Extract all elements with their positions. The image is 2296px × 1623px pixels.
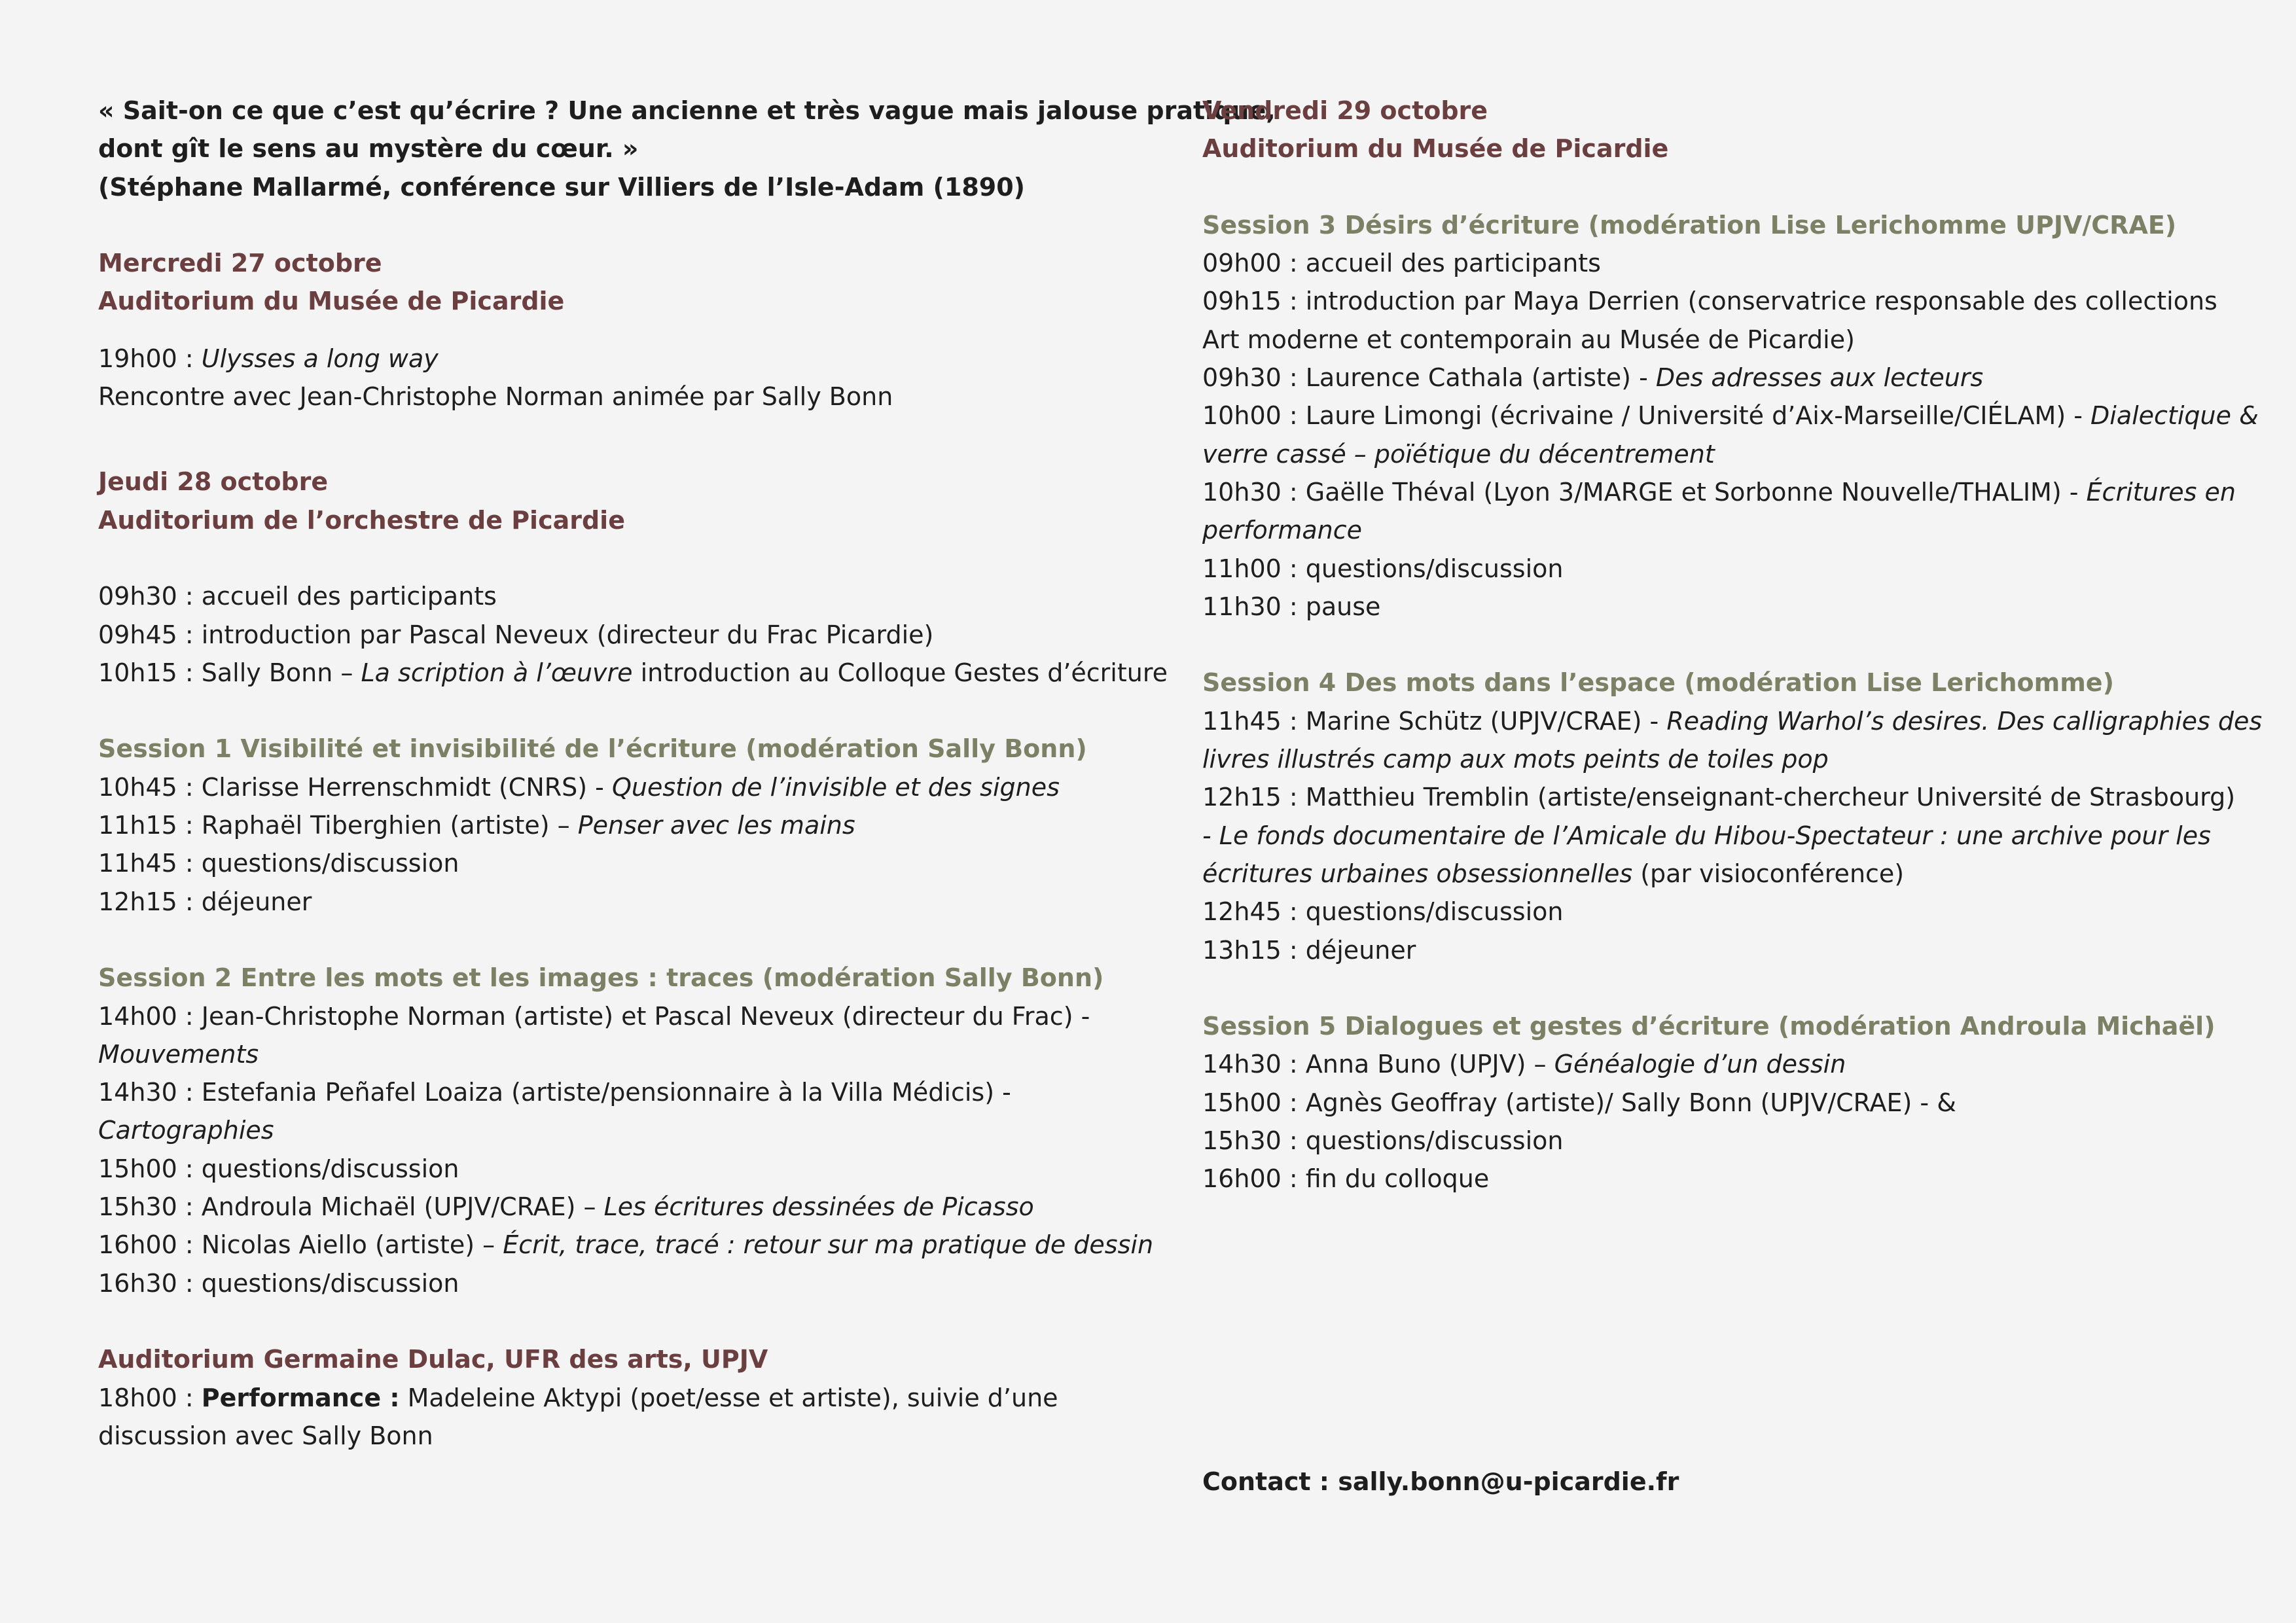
epigraph-quote [98,92,1276,206]
schedule-item: 15h30 : questions/discussion [1202,1126,1564,1156]
schedule-item: 09h45 : introduction par Pascal Neveux (directeur du Frac Picardie) [98,620,934,649]
schedule-item: 15h00 : questions/discussion [98,1154,459,1183]
schedule-item: 10h00 : Laure Limongi (écrivaine / Université d’Aix-Marseille/CIÉLAM) - Dialectique & [1202,401,2259,431]
schedule-item: Cartographies [98,1116,274,1145]
schedule-item: livres illustrés camp aux mots peints de toiles pop [1202,745,1829,774]
evening-venue: Auditorium Germaine Dulac, UFR des arts, UPJV [98,1345,768,1374]
schedule-item: 14h00 : Jean-Christophe Norman (artiste) et Pascal Neveux (directeur du Frac) - [98,1001,1090,1031]
thursday-date: Jeudi 28 octobre [98,467,329,497]
schedule-item: 14h30 : Estefania Peñafel Loaiza (artiste/pensionnaire à la Villa Médicis) - [98,1078,1011,1107]
schedule-item: 15h30 : Androula Michaël (UPJV/CRAE) – Les écritures dessinées de Picasso [98,1192,1034,1222]
schedule-item: 10h15 : Sally Bonn – La scription à l’œuvre introduction au Colloque Gestes d’écriture [98,658,1168,687]
session-2-title: Session 2 Entre les mots et les images : traces (modération Sally Bonn) [98,963,1104,993]
schedule-item: 18h00 : Performance : Madeleine Aktypi (poet/esse et artiste), suivie d’une [98,1383,1058,1412]
quote-line: dont gît le sens au mystère du cœur. » [98,134,639,164]
session-4-title: Session 4 Des mots dans l’espace (modération Lise Lerichomme) [1202,668,2114,698]
schedule-item: 16h00 : fin du colloque [1202,1164,1490,1194]
schedule-item: 12h15 : Matthieu Tremblin (artiste/enseignant-chercheur Université de Strasbourg) [1202,783,2236,812]
schedule-item: 13h15 : déjeuner [1202,935,1416,965]
schedule-item: 10h30 : Gaëlle Théval (Lyon 3/MARGE et Sorbonne Nouvelle/THALIM) - Écritures en [1202,477,2236,507]
thursday-venue: Auditorium de l’orchestre de Picardie [98,505,625,535]
wednesday-venue: Auditorium du Musée de Picardie [98,287,565,316]
session-3-title: Session 3 Désirs d’écriture (modération Lise Lerichomme UPJV/CRAE) [1202,210,2177,240]
schedule-item: 11h45 : questions/discussion [98,849,459,878]
contact-line: Contact : sally.bonn@u-picardie.fr [1202,1467,1679,1496]
left-column [98,92,1276,1455]
schedule-item: 11h15 : Raphaël Tiberghien (artiste) – Penser avec les mains [98,811,855,840]
session-5-title: Session 5 Dialogues et gestes d’écriture (modération Androula Michaël) [1202,1012,2215,1041]
quote-attribution: (Stéphane Mallarmé, conférence sur Villiers de l’Isle-Adam (1890) [98,172,1026,202]
schedule-item: 19h00 : Ulysses a long way [98,344,439,373]
schedule-item: 16h30 : questions/discussion [98,1268,459,1298]
schedule-item: 14h30 : Anna Buno (UPJV) – Généalogie d’un dessin [1202,1050,1846,1079]
schedule-item: discussion avec Sally Bonn [98,1421,433,1450]
schedule-item: performance [1202,516,1363,545]
schedule-item: 09h30 : Laurence Cathala (artiste) - Des adresses aux lecteurs [1202,363,1984,393]
schedule-item: Art moderne et contemporain au Musée de Picardie) [1202,325,1855,354]
schedule-item: verre cassé – poïétique du décentrement [1202,439,1715,469]
friday-venue: Auditorium du Musée de Picardie [1202,134,1669,164]
schedule-item: 10h45 : Clarisse Herrenschmidt (CNRS) - Question de l’invisible et des signes [98,772,1060,802]
schedule-item: 15h00 : Agnès Geoffray (artiste)/ Sally Bonn (UPJV/CRAE) - & [1202,1088,1956,1117]
schedule-item: Mouvements [98,1039,259,1069]
schedule-item: 09h30 : accueil des participants [98,582,497,611]
schedule-item: 11h45 : Marine Schütz (UPJV/CRAE) - Reading Warhol’s desires. Des calligraphies des [1202,706,2263,736]
right-column [1202,92,2263,1198]
schedule-item: 12h15 : déjeuner [98,887,312,916]
schedule-item: - Le fonds documentaire de l’Amicale du Hibou-Spectateur : une archive pour les [1202,821,2211,850]
friday-date: Vendredi 29 octobre [1202,96,1488,125]
schedule-item: 09h15 : introduction par Maya Derrien (conservatrice responsable des collections [1202,287,2217,316]
schedule-item: Rencontre avec Jean-Christophe Norman animée par Sally Bonn [98,382,893,412]
schedule-item: 09h00 : accueil des participants [1202,249,1601,278]
schedule-item: 16h00 : Nicolas Aiello (artiste) – Écrit, trace, tracé : retour sur ma pratique de dessin [98,1230,1154,1260]
schedule-item: 12h45 : questions/discussion [1202,897,1564,927]
schedule-item: 11h00 : questions/discussion [1202,554,1564,583]
schedule-item: écritures urbaines obsessionnelles (par visioconférence) [1202,859,1905,888]
session-1-title: Session 1 Visibilité et invisibilité de l’écriture (modération Sally Bonn) [98,734,1087,764]
schedule-item: 11h30 : pause [1202,592,1381,621]
quote-line: « Sait-on ce que c’est qu’écrire ? Une ancienne et très vague mais jalouse pratique, [98,96,1276,125]
wednesday-date: Mercredi 27 octobre [98,249,382,278]
